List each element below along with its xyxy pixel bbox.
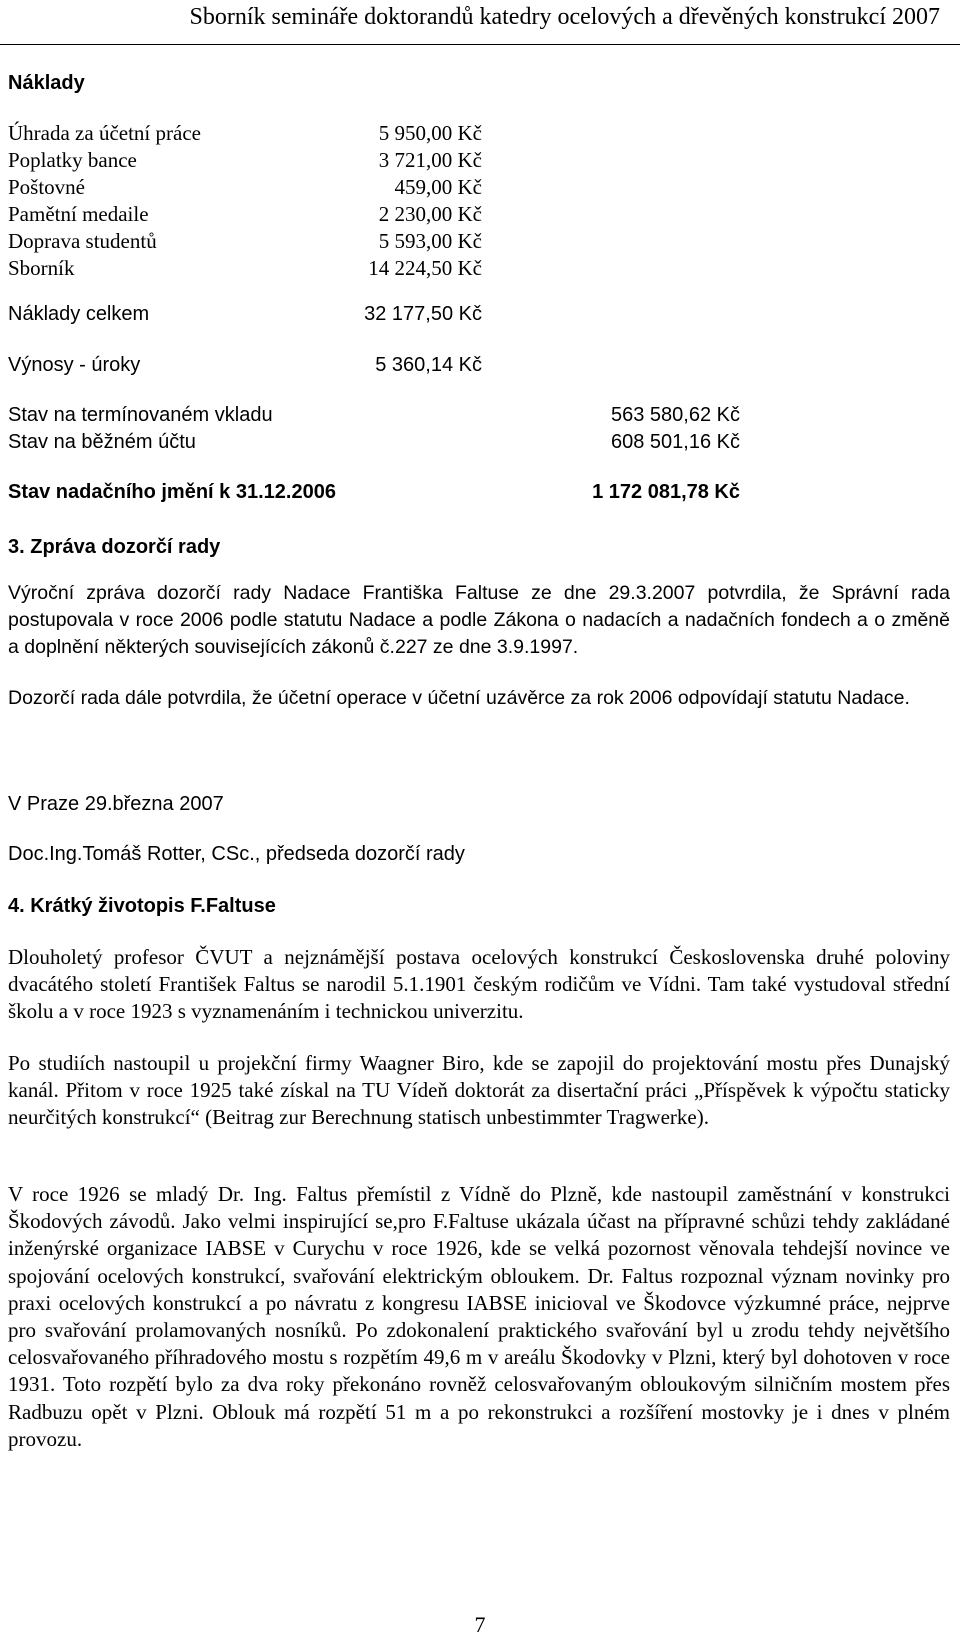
section4-paragraph-1: Dlouholetý profesor ČVUT a nejznámější postava ocelových konstrukcí Československa druhé poloviny dvacátého století František Faltus se narodil 5.1.1901 českým rodičům ve Vídni. Tam také vystudoval střední školu a v roce 1923 s vyznamenáním i technickou univerzitu.	[8, 945, 950, 1024]
cost-label: Úhrada za účetní práce	[8, 121, 201, 145]
page-number: 7	[474, 1612, 486, 1637]
costs-heading: Náklady	[8, 72, 85, 94]
section4-paragraph-3: V roce 1926 se mladý Dr. Ing. Faltus přemístil z Vídně do Plzně, kde nastoupil zaměstnání v konstrukci Škodových závodů. Jako velmi inspirující se,pro F.Faltuse ukázala účast na přípravné schůzi tehdy zakládané inženýrské organizace IABSE v Curychu v roce 1926, kde se velká pozornost věnovala tehdejší novince ve spojování ocelových konstrukcí, svařování elektrickým obloukem. Dr. Faltus rozpoznal význam novinky pro praxi ocelových konstrukcí a po návratu z kongresu IABSE inicioval ve Škodovce výzkumné práce, nejprve pro svařování prolamovaných nosníků. Po zdokonalení praktického svařování byl u zrodu tehdy největšího celosvařovaného příhradového mostu s rozpětím 49,6 m v areálu Škodovky v Plzni, který byl dohotoven v roce 1931. Toto rozpětí bylo za dva roky překonáno rovněž celosvařovaným obloukovým silničním mostem přes Radbuzu opět v Plzni. Oblouk má rozpětí 51 m a po rekonstrukci a rozšíření mostovky je i dnes v plném provozu.	[8, 1182, 950, 1451]
balance-total-label: Stav nadačního jmění k 31.12.2006	[8, 481, 336, 503]
balance-amount: 563 580,62 Kč	[611, 404, 740, 426]
cost-label: Poplatky bance	[8, 148, 137, 172]
cost-amount: 5 593,00 Kč	[378, 229, 482, 253]
cost-label: Pamětní medaile	[8, 202, 149, 226]
section3-paragraph-1: Výroční zpráva dozorčí rady Nadace Františka Faltuse ze dne 29.3.2007 potvrdila, že Správní rada postupovala v roce 2006 podle statutu Nadace a podle Zákona o nadacích a nadačních fondech a o změně a doplnění některých souvisejících zákonů č.227 ze dne 3.9.1997.	[8, 582, 950, 659]
cost-amount: 3 721,00 Kč	[378, 148, 482, 172]
costs-total-amount: 32 177,50 Kč	[364, 303, 482, 325]
cost-label: Sborník	[8, 256, 75, 280]
cost-amount: 14 224,50 Kč	[368, 256, 482, 280]
page-header	[0, 0, 960, 45]
signature: Doc.Ing.Tomáš Rotter, CSc., předseda dozorčí rady	[8, 843, 465, 865]
balance-amount: 608 501,16 Kč	[611, 431, 740, 453]
header-title: Sborník semináře doktorandů katedry ocelových a dřevěných konstrukcí 2007	[189, 4, 940, 30]
cost-amount: 459,00 Kč	[394, 175, 482, 199]
revenue-label: Výnosy - úroky	[8, 354, 141, 376]
balance-label: Stav na termínovaném vkladu	[8, 404, 273, 426]
section4-paragraph-2: Po studiích nastoupil u projekční firmy Waagner Biro, kde se zapojil do projektování mostu přes Dunajský kanál. Přitom v roce 1925 také získal na TU Vídeň doktorát za disertační práci „Příspěvek k výpočtu staticky neurčitých konstrukcí“ (Beitrag zur Berechnung statisch unbestimmter Tragwerke).	[8, 1051, 950, 1130]
section3-heading: 3. Zpráva dozorčí rady	[8, 536, 221, 558]
balance-label: Stav na běžném účtu	[8, 431, 196, 453]
costs-total-label: Náklady celkem	[8, 303, 150, 325]
cost-amount: 2 230,00 Kč	[378, 202, 482, 226]
cost-label: Doprava studentů	[8, 229, 157, 253]
balance-total-amount: 1 172 081,78 Kč	[592, 481, 740, 503]
cost-amount: 5 950,00 Kč	[378, 121, 482, 145]
place-date: V Praze 29.března 2007	[8, 793, 224, 815]
section4-heading: 4. Krátký životopis F.Faltuse	[8, 895, 276, 917]
section3-paragraph-2: Dozorčí rada dále potvrdila, že účetní operace v účetní uzávěrce za rok 2006 odpovídají statutu Nadace.	[8, 687, 910, 709]
cost-label: Poštovné	[8, 175, 86, 199]
revenue-amount: 5 360,14 Kč	[375, 354, 482, 376]
